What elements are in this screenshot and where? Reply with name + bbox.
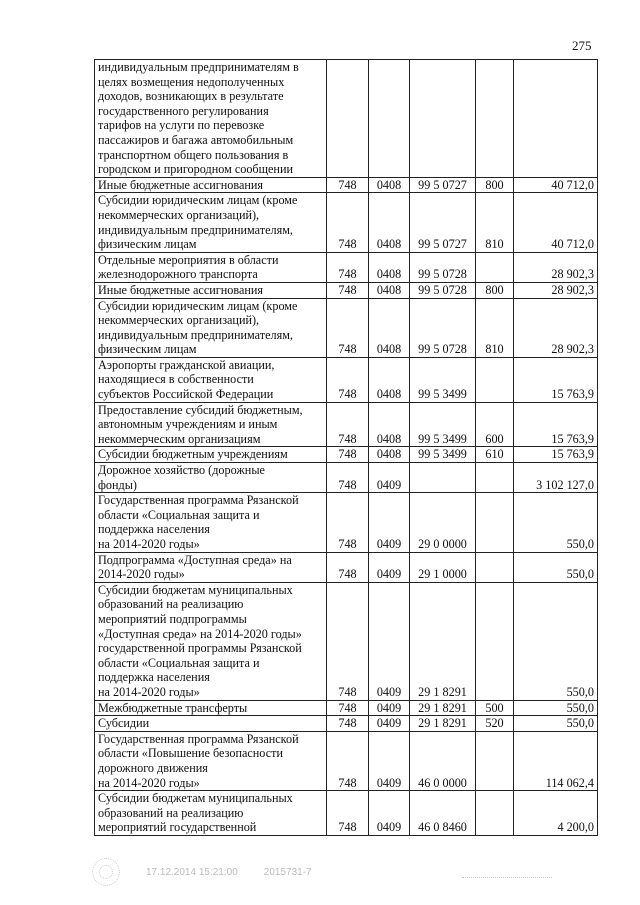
row-name: Субсидии бюджетам муниципальных образований на реализацию мероприятий подпрограммы «Доступная среда» на 2014-2020 годы» государственной программы Рязанской области «Социальная защита и поддержка населения на 2014-2020 годы» [95,582,327,700]
row-target [410,60,476,178]
row-code: 748 [327,731,369,790]
row-code: 748 [327,298,369,357]
row-section: 0409 [369,552,410,582]
row-section: 0409 [369,700,410,716]
row-name: Подпрограмма «Доступная среда» на 2014-2020 годы» [95,552,327,582]
row-name: Субсидии [95,716,327,732]
row-amount: 550,0 [514,493,598,552]
row-name: Межбюджетные трансферты [95,700,327,716]
row-name: Субсидии юридическим лицам (кроме некоммерческих организаций), индивидуальным предпринимателям, физическим лицам [95,193,327,252]
row-target: 46 0 0000 [410,731,476,790]
signature-mark [462,867,552,878]
budget-table-body [95,60,598,836]
row-target: 29 1 8291 [410,716,476,732]
row-code: 748 [327,252,369,282]
row-target: 29 0 0000 [410,493,476,552]
row-type [476,731,514,790]
row-section: 0408 [369,298,410,357]
table-row [95,463,598,493]
row-type: 800 [476,177,514,193]
row-name: Государственная программа Рязанской области «Социальная защита и поддержка населения на 2014-2020 годы» [95,493,327,552]
row-amount: 40 712,0 [514,193,598,252]
table-row [95,700,598,716]
row-target: 99 5 3499 [410,402,476,447]
row-section: 0409 [369,493,410,552]
row-type [476,252,514,282]
table-row [95,493,598,552]
row-type [476,60,514,178]
table-row [95,402,598,447]
row-amount: 40 712,0 [514,177,598,193]
table-row [95,582,598,700]
row-target: 99 5 0728 [410,252,476,282]
row-name: Отдельные мероприятия в области железнодорожного транспорта [95,252,327,282]
page-number: 275 [572,38,592,53]
row-code: 748 [327,582,369,700]
row-name: Дорожное хозяйство (дорожные фонды) [95,463,327,493]
row-target: 99 5 0728 [410,298,476,357]
row-code: 748 [327,716,369,732]
row-section: 0409 [369,582,410,700]
row-code: 748 [327,791,369,836]
row-code: 748 [327,402,369,447]
table-row [95,447,598,463]
row-code: 748 [327,177,369,193]
row-code: 748 [327,447,369,463]
row-type: 810 [476,193,514,252]
row-amount: 4 200,0 [514,791,598,836]
row-name: Субсидии бюджетам муниципальных образований на реализацию мероприятий государственной [95,791,327,836]
row-name: Государственная программа Рязанской области «Повышение безопасности дорожного движения на 2014-2020 годы» [95,731,327,790]
row-amount: 550,0 [514,700,598,716]
row-type: 810 [476,298,514,357]
row-code: 748 [327,700,369,716]
table-row [95,252,598,282]
row-type: 610 [476,447,514,463]
row-type [476,463,514,493]
row-target: 99 5 3499 [410,447,476,463]
row-code: 748 [327,463,369,493]
row-type: 500 [476,700,514,716]
row-target: 99 5 0727 [410,177,476,193]
row-amount: 3 102 127,0 [514,463,598,493]
row-type [476,493,514,552]
row-amount: 28 902,3 [514,252,598,282]
row-code: 748 [327,282,369,298]
row-type: 800 [476,282,514,298]
table-row [95,193,598,252]
row-code: 748 [327,357,369,402]
row-code: 748 [327,552,369,582]
footer-timestamp: 17.12.2014 15:21:00 [146,866,238,878]
table-row [95,60,598,178]
row-name: Иные бюджетные ассигнования [95,282,327,298]
row-name: Субсидии юридическим лицам (кроме некоммерческих организаций), индивидуальным предпринимателям, физическим лицам [95,298,327,357]
row-target: 99 5 3499 [410,357,476,402]
row-type [476,357,514,402]
row-type [476,582,514,700]
row-section: 0408 [369,177,410,193]
row-section: 0408 [369,193,410,252]
row-target [410,463,476,493]
row-section [369,60,410,178]
row-amount: 28 902,3 [514,282,598,298]
table-row [95,298,598,357]
row-amount: 28 902,3 [514,298,598,357]
footer-code: 2015731-7 [263,866,312,878]
row-section: 0409 [369,731,410,790]
row-target: 99 5 0727 [410,193,476,252]
table-row [95,357,598,402]
table-row [95,552,598,582]
table-row [95,177,598,193]
row-target: 29 1 8291 [410,700,476,716]
table-row [95,731,598,790]
row-section: 0409 [369,463,410,493]
row-amount: 15 763,9 [514,447,598,463]
row-target: 29 1 8291 [410,582,476,700]
table-row [95,716,598,732]
footer [92,858,552,886]
row-section: 0408 [369,357,410,402]
row-amount: 15 763,9 [514,402,598,447]
row-type: 600 [476,402,514,447]
row-type [476,552,514,582]
row-amount: 550,0 [514,582,598,700]
row-name: Аэропорты гражданской авиации, находящиеся в собственности субъектов Российской Федерации [95,357,327,402]
row-code: 748 [327,493,369,552]
budget-table [94,59,598,836]
row-type [476,791,514,836]
row-amount: 550,0 [514,716,598,732]
row-code [327,60,369,178]
row-section: 0408 [369,252,410,282]
row-amount: 550,0 [514,552,598,582]
row-name: Иные бюджетные ассигнования [95,177,327,193]
row-amount: 15 763,9 [514,357,598,402]
row-name: индивидуальным предпринимателям в целях возмещения недополученных доходов, возникающих в результате государственного регулирования тарифов на услуги по перевозке пассажиров и багажа автомобильным транспортном общего пользования в городском и пригородном сообщении [95,60,327,178]
row-section: 0408 [369,402,410,447]
row-target: 29 1 0000 [410,552,476,582]
row-name: Предоставление субсидий бюджетным, автономным учреждениям и иным некоммерческим организациям [95,402,327,447]
table-row [95,791,598,836]
row-code: 748 [327,193,369,252]
row-amount: 114 062,4 [514,731,598,790]
row-section: 0408 [369,282,410,298]
row-section: 0409 [369,791,410,836]
row-amount [514,60,598,178]
row-name: Субсидии бюджетным учреждениям [95,447,327,463]
stamp-icon [92,858,120,886]
table-row [95,282,598,298]
row-type: 520 [476,716,514,732]
row-section: 0409 [369,716,410,732]
row-target: 46 0 8460 [410,791,476,836]
row-target: 99 5 0728 [410,282,476,298]
row-section: 0408 [369,447,410,463]
